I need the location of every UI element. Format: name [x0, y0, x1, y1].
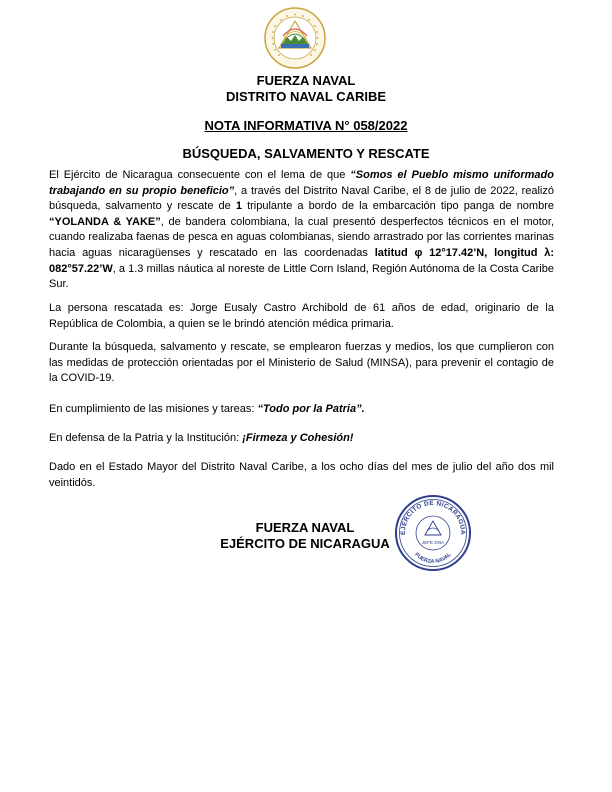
stamp-center-text: JEFE DNA: [421, 540, 445, 545]
signature-line-1: FUERZA NAVAL: [255, 520, 355, 535]
paragraph-4: [49, 402, 554, 418]
document-title: BÚSQUEDA, SALVAMENTO Y RESCATE: [182, 146, 430, 161]
p1-text-a: El Ejército de Nicaragua consecuente con el lema de que: [49, 169, 351, 181]
p1-text-d: , de bandera colombiana, la cual presentó desperfectos técnicos en el motor, cuando realizaba faenas de pesca en aguas colombianas, siendo arrastrado por las corrientes marinas hacia aguas nicaragüenses y rescatado en las coordenadas: [49, 215, 555, 259]
nota-informativa-heading: [0, 118, 612, 134]
header-line-2: DISTRITO NAVAL CARIBE: [225, 89, 387, 104]
paragraph-3: Durante la búsqueda, salvamento y rescate, se emplearon fuerzas y medios, los que cumplieron con las medidas de protección orientadas por el Ministerio de Salud (MINSA), para prevenir el contagio de la COVID-19.: [49, 341, 554, 385]
official-stamp-icon: [393, 493, 473, 573]
stamp-ring-text: EJÉRCITO DE NICARAGUA: [399, 499, 467, 536]
p4-lead: En cumplimiento de las misiones y tareas:: [49, 403, 258, 415]
stamp-bottom-text: FUERZA NAVAL: [413, 551, 453, 566]
paragraph-1: [49, 168, 554, 293]
p5-motto: ¡Firmeza y Cohesión!: [242, 432, 354, 444]
paragraph-5: [49, 431, 554, 447]
p4-motto: “Todo por la Patria”.: [257, 403, 365, 415]
p1-boat-name: “YOLANDA & YAKE”: [49, 215, 161, 228]
p5-lead: En defensa de la Patria y la Institución:: [49, 432, 243, 444]
paragraph-6: Dado en el Estado Mayor del Distrito Naval Caribe, a los ocho días del mes de julio del año dos mil veintidós.: [49, 461, 554, 489]
p1-motto: “Somos el Pueblo mismo uniformado trabajando en su propio beneficio”: [49, 169, 554, 197]
p1-coordinates: latitud φ 12°17.42’N, longitud λ: 082°57.22’W: [49, 246, 554, 275]
p1-count: 1: [235, 200, 242, 213]
p1-text-c: tripulante a bordo de la embarcación tipo panga de nombre: [242, 200, 554, 213]
nicaragua-coat-of-arms-icon: [263, 6, 327, 70]
signature-line-2: EJÉRCITO DE NICARAGUA: [220, 536, 390, 551]
paragraph-2: La persona rescatada es: Jorge Eusaly Castro Archibold de 61 años de edad, originario de la República de Colombia, a quien se le brindó atención médica primaria.: [49, 302, 554, 330]
p1-text-e: , a 1.3 millas náutica al noreste de Little Corn Island, Región Autónoma de la Costa Caribe Sur.: [49, 262, 554, 291]
header-line-1: FUERZA NAVAL: [256, 73, 356, 88]
nota-text: NOTA INFORMATIVA N° 058/2022: [204, 118, 408, 133]
p1-text-b: , a través del Distrito Naval Caribe, el 8 de julio de 2022, realizó búsqueda, salvamento y rescate de: [49, 184, 554, 213]
